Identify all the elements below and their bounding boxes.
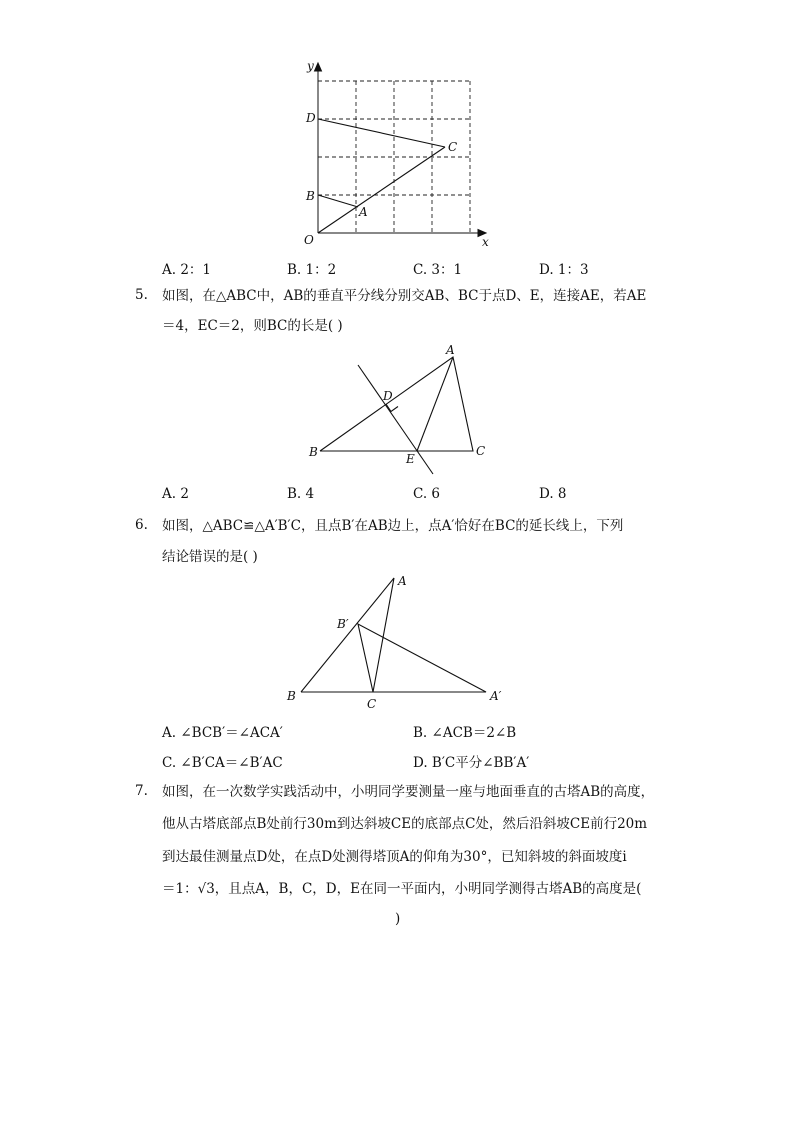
q6-option-d[interactable]: D. B′C平分∠BB′A′ <box>413 755 530 771</box>
q6-option-a[interactable]: A. ∠BCB′＝∠ACA′ <box>162 725 283 741</box>
q4-option-d[interactable]: D. 1：3 <box>539 262 589 278</box>
figure-segments <box>318 119 445 233</box>
label-D: D <box>306 111 316 125</box>
q7-stem-line1: 如图，在一次数学实践活动中，小明同学要测量一座与地面垂直的古塔AB的高度， <box>162 784 655 800</box>
label-A: A <box>359 205 368 219</box>
q6-stem-line2: 结论错误的是( ) <box>162 549 258 565</box>
q6-number: 6. <box>135 517 148 533</box>
q6-label-A: A <box>398 574 407 588</box>
q6-option-c[interactable]: C. ∠B′CA＝∠B′AC <box>162 755 283 771</box>
label-C: C <box>448 140 458 154</box>
q4-option-b[interactable]: B. 1：2 <box>287 262 337 278</box>
q4-option-c[interactable]: C. 3：1 <box>413 262 463 278</box>
q6-label-Ap: A′ <box>490 689 502 703</box>
label-y: y <box>307 59 314 73</box>
q7-stem-line2: 他从古塔底部点B处前行30m到达斜坡CE的底部点C处，然后沿斜坡CE前行20m <box>162 816 648 832</box>
q7-stem-line3: 到达最佳测量点D处，在点D处测得塔顶A的仰角为30°，已知斜坡的斜面坡度i <box>162 849 627 865</box>
label-B: B <box>306 189 315 203</box>
q5-stem-line1: 如图，在△ABC中，AB的垂直平分线分别交AB、BC于点D、E，连接AE，若AE <box>162 288 647 304</box>
q5-label-D: D <box>383 389 393 403</box>
q5-stem-line2: ＝4，EC＝2，则BC的长是( ) <box>162 318 343 334</box>
q7-stem-line4: ＝1：√3，且点A，B，C，D，E在同一平面内，小明同学测得古塔AB的高度是( <box>162 881 642 897</box>
q5-option-d[interactable]: D. 8 <box>539 486 567 502</box>
grid-figure <box>290 55 505 250</box>
q6-segments <box>301 578 486 692</box>
q7-number: 7. <box>135 783 148 799</box>
q5-figure <box>305 340 495 475</box>
q7-stem-line5: ) <box>395 911 401 927</box>
q6-label-C: C <box>367 697 377 711</box>
q6-option-b[interactable]: B. ∠ACB＝2∠B <box>413 725 517 741</box>
q5-number: 5. <box>135 287 148 303</box>
q5-segments <box>320 357 473 474</box>
q5-option-a[interactable]: A. 2 <box>162 486 189 502</box>
q5-label-A: A <box>446 343 455 357</box>
q5-label-C: C <box>476 444 486 458</box>
label-O: O <box>304 233 314 247</box>
q6-label-B: B <box>287 689 296 703</box>
grid-lines <box>318 81 470 233</box>
q4-option-a[interactable]: A. 2：1 <box>162 262 212 278</box>
label-x: x <box>482 235 489 249</box>
q5-option-b[interactable]: B. 4 <box>287 486 315 502</box>
q6-figure <box>280 570 520 715</box>
q5-label-E: E <box>406 452 415 466</box>
q6-stem-line1: 如图，△ABC≌△A′B′C，且点B′在AB边上，点A′恰好在BC的延长线上，下列 <box>162 518 624 534</box>
q5-label-B: B <box>309 445 318 459</box>
q5-option-c[interactable]: C. 6 <box>413 486 441 502</box>
q6-label-Bp: B′ <box>337 617 349 631</box>
y-axis-arrow <box>315 63 322 71</box>
